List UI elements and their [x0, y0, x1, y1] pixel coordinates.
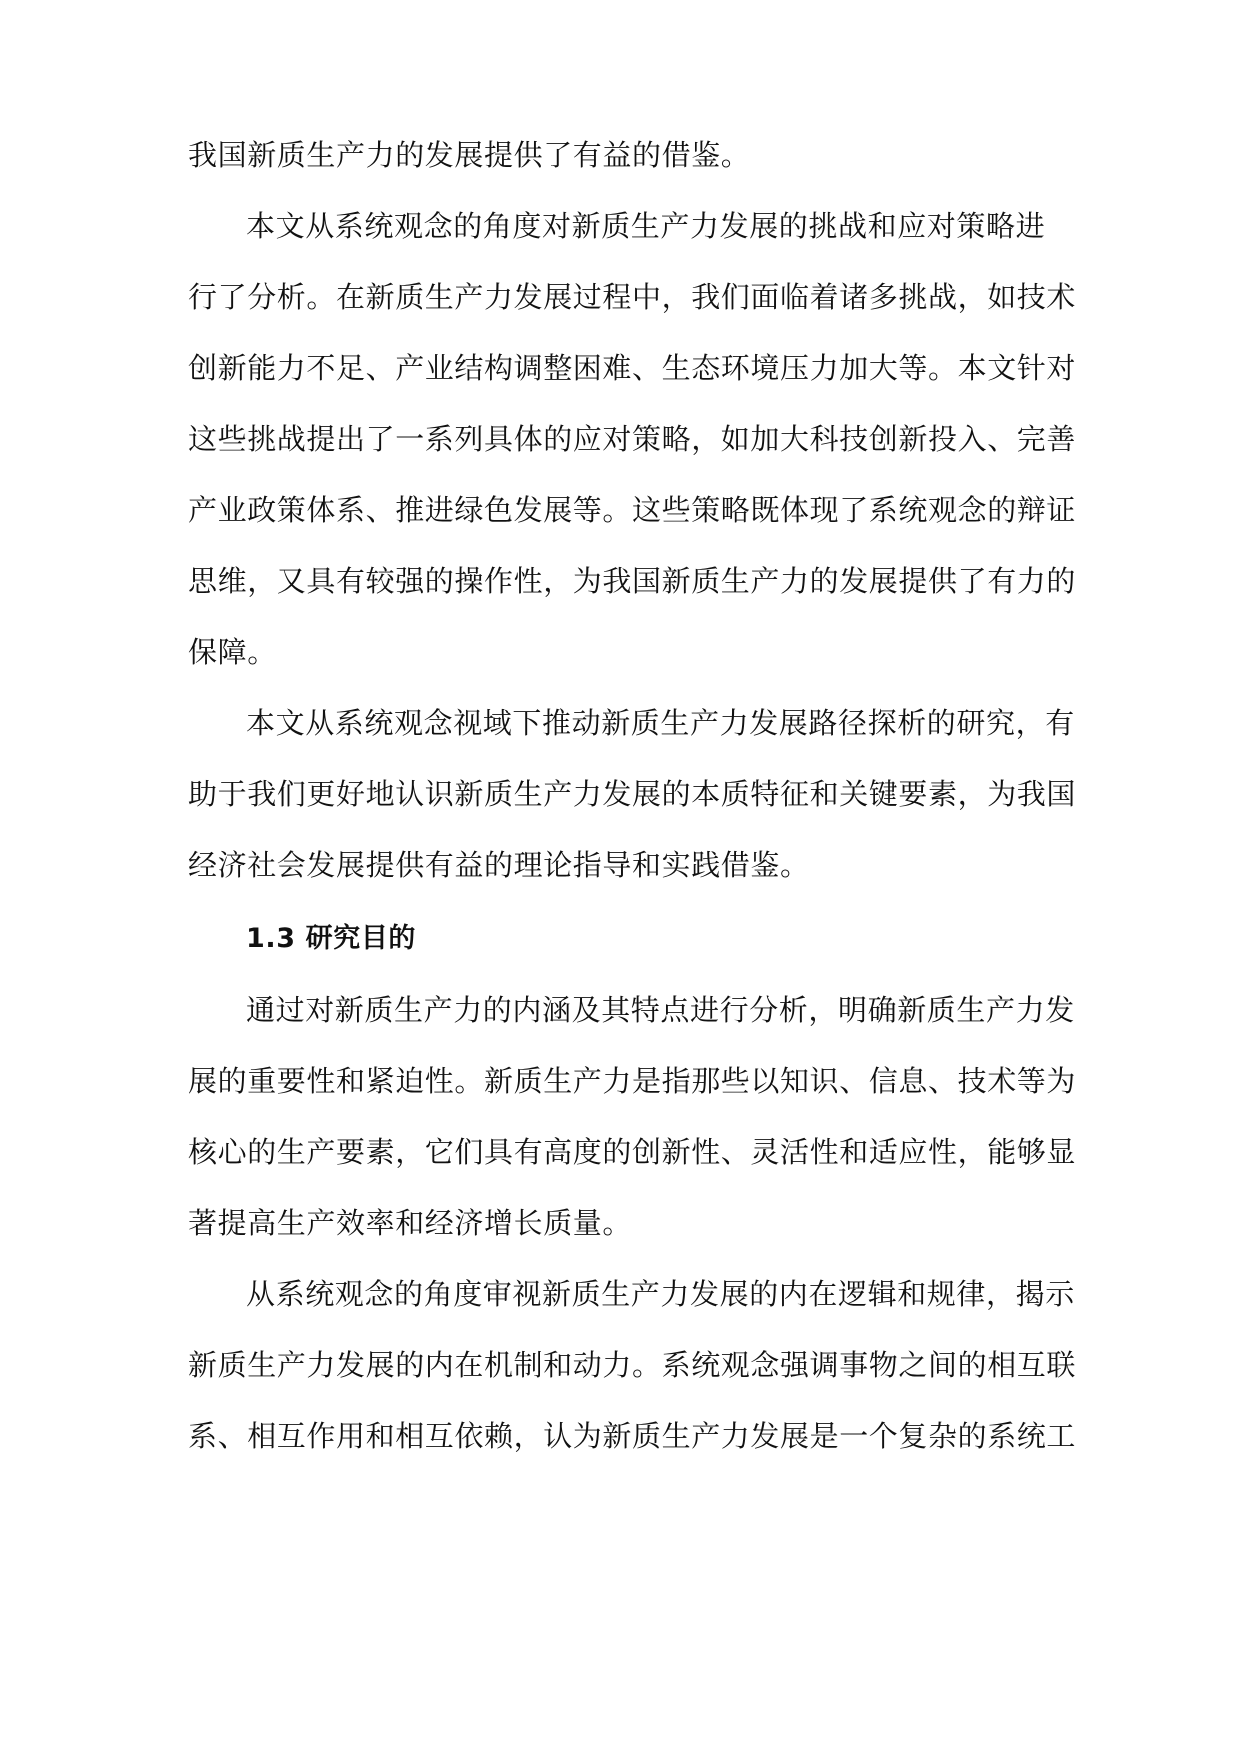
text-line: 核心的生产要素，它们具有高度的创新性、灵活性和适应性，能够显	[188, 1135, 1077, 1169]
text-line: 创新能力不足、产业结构调整困难、生态环境压力加大等。本文针对	[188, 351, 1077, 385]
paragraph	[188, 993, 1077, 1240]
paragraph	[188, 140, 1054, 170]
text-line: 产业政策体系、推进绿色发展等。这些策略既体现了系统观念的辩证	[188, 493, 1077, 527]
text-line: 助于我们更好地认识新质生产力发展的本质特征和关键要素，为我国	[188, 777, 1077, 811]
text-line: 系、相互作用和相互依赖，认为新质生产力发展是一个复杂的系统工	[188, 1419, 1077, 1453]
paragraph	[188, 706, 1077, 882]
paragraph	[188, 209, 1077, 669]
section-heading: 1.3 研究目的	[246, 923, 417, 954]
text-line: 著提高生产效率和经济增长质量。	[188, 1206, 633, 1240]
text-line: 经济社会发展提供有益的理论指导和实践借鉴。	[188, 848, 810, 882]
text-line: 新质生产力发展的内在机制和动力。系统观念强调事物之间的相互联	[188, 1348, 1077, 1382]
text-line: 行了分析。在新质生产力发展过程中，我们面临着诸多挑战，如技术	[188, 280, 1077, 314]
text-line: 本文从系统观念的角度对新质生产力发展的挑战和应对策略进	[246, 209, 1046, 243]
text-line: 保障。	[188, 635, 277, 669]
document-page	[188, 138, 1077, 1492]
text-line: 这些挑战提出了一系列具体的应对策略，如加大科技创新投入、完善	[188, 422, 1077, 456]
paragraph	[188, 1277, 1077, 1453]
text-line: 思维，又具有较强的操作性，为我国新质生产力的发展提供了有力的	[188, 564, 1077, 598]
text-line: 通过对新质生产力的内涵及其特点进行分析，明确新质生产力发	[246, 993, 1075, 1027]
text-line: 本文从系统观念视域下推动新质生产力发展路径探析的研究，有	[246, 706, 1075, 740]
text-line: 我国新质生产力的发展提供了有益的借鉴。	[188, 138, 751, 172]
text-line: 展的重要性和紧迫性。新质生产力是指那些以知识、信息、技术等为	[188, 1064, 1077, 1098]
text-line: 从系统观念的角度审视新质生产力发展的内在逻辑和规律，揭示	[246, 1277, 1075, 1311]
